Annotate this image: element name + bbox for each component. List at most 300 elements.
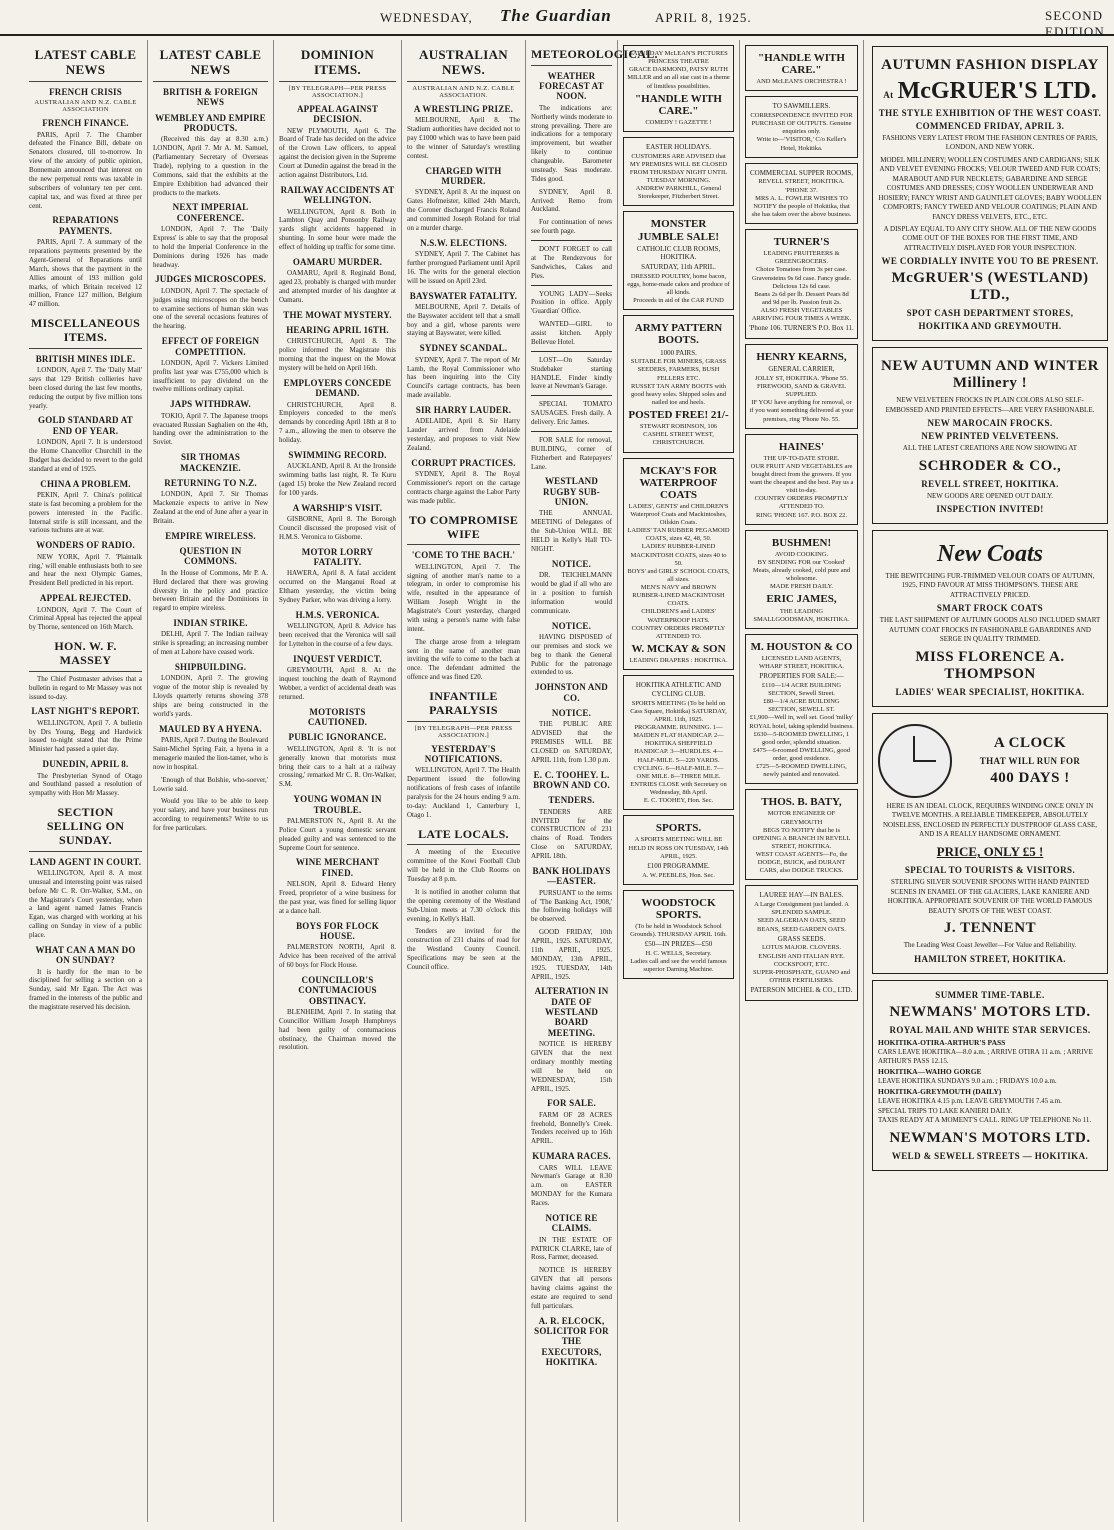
notice-signature: JOHNSTON AND CO. xyxy=(535,682,608,703)
article-headline: CORRUPT PRACTICES. xyxy=(411,457,516,468)
ad-date: COMMENCED FRIDAY, APRIL 3. xyxy=(915,121,1065,131)
supper-rooms-ad xyxy=(745,163,858,224)
section-heading: INFANTILE PARALYSIS xyxy=(407,690,520,722)
ad-heading: EASTER HOLIDAYS. xyxy=(645,142,712,151)
ad-body: BOYS' and GIRLS' SCHOOL COATS, all sizes. xyxy=(627,567,730,583)
ad-body: COUNTRY ORDERS PROMPTLY ATTENDED TO. xyxy=(631,624,726,640)
ad-invitation: INSPECTION INVITED! xyxy=(936,504,1044,514)
column-display-advertisements xyxy=(866,40,1114,1522)
ad-heading: MCKAY'S FOR WATERPROOF COATS xyxy=(639,464,718,501)
property-listing: £725—5-ROOMED DWELLING, newly painted and renovated. xyxy=(756,763,847,779)
ad-signature: LADIES' WEAR SPECIALIST, HOKITIKA. xyxy=(895,686,1085,697)
route-times: LEAVE HOKITIKA SUNDAYS 9.0 a.m. ; FRIDAYS 10.0 a.m. xyxy=(878,1077,1057,1086)
ad-heading: NEW AUTUMN AND WINTER Millinery ! xyxy=(881,358,1099,392)
ad-heading: TO SAWMILLERS. xyxy=(772,102,831,111)
article-body: HAWERA, April 8. A fatal accident occurred on the Manganui Road at Eltham yesterday, the victim being Sydney Parker, who was driving a lorry. xyxy=(279,569,396,605)
ad-body: ALL THE LATEST CREATIONS ARE NOW SHOWING AT xyxy=(902,444,1078,453)
ad-body: SUPER-PHOSPHATE, GUANO and OTHER FERTILISERS. xyxy=(753,968,850,984)
ad-heading: New Coats xyxy=(936,541,1043,567)
notice-heading: TENDERS. xyxy=(548,795,595,806)
classified-ad: DR. TEICHELMANN would be glad if all who are in a position to furnish information would communicate. xyxy=(531,571,612,615)
article-body: PALMERSTON N., April 8. At the Police Court a young domestic servant pleaded guilty and was sentenced to the Supreme Court for sentence. xyxy=(279,816,396,852)
ad-body: COUNTRY ORDERS PROMPTLY ATTENDED TO. xyxy=(754,495,849,511)
ad-subheading: MOTOR ENGINEER OF GREYMOUTH xyxy=(767,810,836,826)
ad-subheading: THE STYLE EXHIBITION OF THE WEST COAST. xyxy=(878,108,1102,118)
section-heading: HON. W. F. MASSEY xyxy=(29,640,142,672)
ad-body: LOTUS MAJOR. CLOVERS. ENGLISH AND ITALIAN RYE. COCKSFOOT, ETC. xyxy=(758,944,845,968)
article-headline: MOTORISTS CAUTIONED. xyxy=(307,706,368,728)
ad-heading: MONSTER JUMBLE SALE! xyxy=(638,218,719,243)
article-body: The Presbyterian Synod of Otago and Southland passed a resolution of sympathy with Hon Mr Massey. xyxy=(29,771,142,798)
ad-body: BY SENDING FOR our 'Cooked' Meats, already cooked, cold pure and wholesome. xyxy=(752,558,851,583)
classified-ad: WANTED—GIRL to assist kitchen. Apply Bellevue Hotel. xyxy=(531,320,612,346)
ad-subheading: SPECIAL TO TOURISTS & VISITORS. xyxy=(904,865,1076,876)
article-headline: PUBLIC IGNORANCE. xyxy=(288,732,387,743)
ad-brand: McGRUER'S LTD. xyxy=(897,78,1097,104)
ad-brand: W. MCKAY & SON xyxy=(631,642,726,655)
article-headline: APPEAL REJECTED. xyxy=(39,593,132,604)
mcgruers-fashion-ad xyxy=(872,46,1108,341)
article-body: The charge arose from a telegram sent in the name of another man inviting the wife to come to the bach at once. The defendant admitted the offence and was fined £20. xyxy=(407,637,520,682)
ad-signature: A. W. PEEBLES, Hon. Sec. xyxy=(642,871,715,879)
ad-body: STERLING SILVER SOUVENIR SPOONS WITH HAND PAINTED SCENES IN ENAMEL OF THE GLACIERS, LAKE KANIERE AND HOKITIKA. APPROPRIATE SOUVENIR OF THE WORLD FAMOUS BEAUTY SPOTS OF THE WEST COAST. xyxy=(887,878,1093,915)
ad-body: OUR FRUIT AND VEGETABLES are bought direct from the growers. If you want the cheapest and the best. Pay us a visit to-day. xyxy=(749,462,854,495)
ad-signature: HOKITIKA AND GREYMOUTH. xyxy=(918,321,1062,332)
ad-price: POSTED FREE! 21/- xyxy=(628,409,729,422)
section-heading: MISCELLANEOUS ITEMS. xyxy=(29,317,142,349)
article-body: WELLINGTON, April 7. The Health Department issued the following notifications of fresh cases of infantile paralysis for the 24 hours ending 9 a.m. to-day: Auckland 1, Canterbury 1, Otago 1. xyxy=(407,766,520,819)
ad-body: (To be held in Woodstock School Grounds). THURSDAY APRIL 16th. xyxy=(630,922,727,938)
article-body: TOKIO, April 7. The Japanese troops evacuated Russian Saghalien on the 4th, handing over the administration to the Soviet. xyxy=(153,411,268,447)
ad-heading: WOODSTOCK SPORTS. xyxy=(641,896,716,921)
article-headline: CHARGED WITH MURDER. xyxy=(425,165,502,186)
classified-ad: THE ANNUAL MEETING of Delegates of the Sub-Union WILL BE HELD in Kelly's Hall TO-NIGHT. xyxy=(531,509,612,553)
ad-heading: BUSHMEN! xyxy=(771,536,832,549)
ad-body: THE BEWITCHING FUR-TRIMMED VELOUR COATS OF AUTUMN, 1925, FIND FAVOUR AT MISS THOMPSON'S. THESE ARE ATTRACTIVELY PRICED. xyxy=(885,572,1095,599)
article-headline: DUNEDIN, APRIL 8. xyxy=(42,759,129,770)
ad-signature: LEADING DRAPERS : HOKITIKA. xyxy=(629,657,728,665)
theatre-ad xyxy=(623,45,734,132)
article-headline: COUNCILLOR'S CONTUMACIOUS OBSTINACY. xyxy=(298,974,377,1006)
article-body: GREYMOUTH, April 8. At the inquest touching the death of Raymond Webber, a verdict of accidental death was returned. xyxy=(279,666,396,701)
article-body: In the House of Commons, Mr P. A. Hurd declared that there was growing diversity in the policy and practice between Britain and the Dominions in regard to empire wireless. xyxy=(153,568,268,613)
article-body: MELBOURNE, April 8. The Stadium authorities have decided not to pay £1000 which was to have been paid to the winner of Saturday's wrestling contest. xyxy=(407,116,520,160)
ad-signature: SPOT CASH DEPARTMENT STORES, xyxy=(906,308,1074,319)
notice-signature: E. C. TOOHEY. L. BROWN AND CO. xyxy=(533,769,610,791)
thompson-coats-ad xyxy=(872,530,1108,707)
ad-body: Beans 2s 6d per lb. Dessert Pears 8d and 9d per lb. Passion fruit 2s. xyxy=(754,290,849,306)
ad-subheading: GENERAL CARRIER, xyxy=(768,365,835,374)
ad-at: At xyxy=(883,90,894,100)
ad-address: HAMILTON STREET, HOKITIKA. xyxy=(914,953,1066,964)
classified-ad: DON'T FORGET to call at The Rendezvous for Sandwiches, Cakes and Pies. xyxy=(531,245,612,280)
ad-body: PROGRAMME. RUNNING. 1—MAIDEN FLAT HANDICAP. 2—HOKITIKA SHEFFIELD HANDICAP. 3—HURDLES. 4—HALF-MILE. 5—220 YARDS. CYCLING. 6—HALF-MILE. 7—ONE MILE. 8—THREE MILE. xyxy=(633,724,724,780)
article-body: BLENHEIM, April 7. In stating that Councillor William Joseph Humphreys had been guilty of contumacious obstinacy, the Chairman moved the resolution. xyxy=(279,1007,396,1052)
article-headline: WEMBLEY AND EMPIRE PRODUCTS. xyxy=(155,112,266,133)
ad-body: SEED ALGERIAN OATS, SEED BEANS, SEED GARDEN OATS. xyxy=(756,917,847,933)
article-body: WELLINGTON, April 7. The signing of another man's name to a telegram, in order to compromise his wife, resulted in the appearance of William Joseph Wright in the Magistrate's Court yesterday, charged with using a person's name with false intent. xyxy=(407,562,520,633)
ad-address: WHARF STREET, HOKITIKA. xyxy=(758,663,845,670)
ad-body: BEGS TO NOTIFY that he is OPENING A BRANCH IN REVELL STREET, HOKITIKA. xyxy=(752,826,851,850)
ad-heading: AUTUMN FASHION DISPLAY xyxy=(881,57,1099,73)
article-body: NELSON, April 8. Edward Henry Freed, proprietor of a wine business for the past year, was fined for selling liquor at a dance hall. xyxy=(279,880,396,915)
article-body: LONDON, April 7. The 'Daily Mail' says that 129 British collieries have been closed during the last few months, reducing the output by five million tons yearly. xyxy=(29,366,142,410)
ad-subheading: SMART FROCK COATS xyxy=(936,603,1044,614)
ad-venue: CATHOLIC CLUB ROOMS, HOKITIKA. xyxy=(636,244,721,262)
article-body: ADELAIDE, April 8. Sir Harry Lauder arrived from Adelaide yesterday, and proposes to visit New Zealand. xyxy=(407,417,520,453)
article-body: (Received this day at 8.30 a.m.) LONDON, April 7. Mr A. M. Samuel, (Parliamentary Secretary of Overseas Trade), replying to a question in the Commons, said that the exhibits at the Empire Exhibition had advanced their products to the markets. xyxy=(153,135,268,197)
theatre-cast: GRACE DARMOND, PATSY RUTH MILLER and an all star cast in a theme of limitless possibilities. xyxy=(627,66,730,90)
article-body: WELLINGTON, April 8. Both in Lambton Quay and Ponsonby Railway yards slight accidents happened in shunting. In some hour were made the effect of holding up traffic for some time. xyxy=(279,207,396,251)
ad-date: SATURDAY, 11th APRIL. xyxy=(641,263,716,272)
ad-subheading: 1000 PAIRS. xyxy=(660,348,697,357)
ad-heading: LAUREE HAY—IN BALES. xyxy=(759,891,844,900)
masthead-title: The Guardian xyxy=(500,6,612,25)
ad-body: NEW VELVETEEN FROCKS IN PLAIN COLORS ALSO SELF-EMBOSSED AND PRINTED EFFECTS—ARE VERY FASHIONABLE. xyxy=(885,396,1095,414)
article-body: LONDON, April 7. The Court of Criminal Appeal has rejected the appeal by Thorne, sentenced on 16th March. xyxy=(29,605,142,632)
article-body: LONDON, April 7. Vickers Limited profits last year was £755,000 which is insufficient to pay dividend on the twelve millions ordinary capital. xyxy=(153,358,268,394)
clock-illustration-icon xyxy=(878,724,952,798)
article-headline: INQUEST VERDICT. xyxy=(293,653,382,664)
article-body: SYDNEY, April 8. The Royal Commissioner's report on the cartage contracts charge against the Labor Party was made public. xyxy=(407,470,520,505)
article-body: NEW YORK, April 7. 'Plaintalk ring,' will enable enthusiasts both to see and hear the next Olympic Games, President Bell predicted in his report. xyxy=(29,552,142,588)
property-listing: £630—5-ROOMED DWELLING, 1 good order, splendid situation. xyxy=(753,730,850,746)
jumble-sale-ad xyxy=(623,211,734,310)
ad-brand: SCHRODER & CO., xyxy=(918,457,1062,474)
ad-signature: Write to—'VISITOR,' C/o Keller's Hotel, Hokitika. xyxy=(756,136,847,152)
article-body: GISBORNE, April 8. The Borough Council discussed the proposed visit of H.M.S. Veronica to Gisborne. xyxy=(279,515,396,541)
ad-address: WELD & SEWELL STREETS — HOKITIKA. xyxy=(891,1150,1089,1161)
notice-heading: BANK HOLIDAYS—EASTER. xyxy=(532,865,611,887)
section-heading: AUSTRALIAN NEWS. xyxy=(407,48,520,82)
classified-ad: LOST—On Saturday Studebaker starting HANDLE. Finder kindly leave at Newman's Garage. xyxy=(531,355,612,391)
column-meteorological-notices xyxy=(526,40,658,1522)
article-body: PARIS, April 7. The Chamber defeated the Finance Bill, debate on Senators closured, till to-morrow. In view of the anxiety of public opinion, Bonnemain announced that interest on the new perpetual rents was taxable in subscribers of voluntary ten per cent. capital tax, and was fixed at three per cent. xyxy=(29,130,142,210)
ad-subheading: LEADING FRUITERERS & GREENGROCERS. xyxy=(763,250,840,266)
article-headline: BOYS FOR FLOCK HOUSE. xyxy=(296,920,379,941)
article-headline: LAND AGENT IN COURT. xyxy=(29,856,142,867)
ad-body: LADIES', GENTS' and CHILDREN'S Waterproof Coats and Mackintoshes, Oilskin Coats. xyxy=(628,502,729,527)
ad-signature: RING 'PHONE 167. P.O. BOX 22. xyxy=(756,511,847,519)
ad-brand: PATERSON MICHEL & CO., LTD. xyxy=(750,986,853,995)
article-headline: BAYSWATER FATALITY. xyxy=(409,290,518,301)
article-body: The Chief Postmaster advises that a bulletin in regard to Mr Massey was not issued to-day. xyxy=(29,674,142,701)
ad-body: A DISPLAY EQUAL TO ANY CITY SHOW. ALL OF THE NEW GOODS COME OUT OF THE BOXES FOR THE FIRST TIME, AND ATTRACTIVELY DISPLAYED FOR YOUR INSPECTION. xyxy=(883,224,1097,252)
classified-ad: SPECIAL TOMATO SAUSAGES. Fresh daily. A delivery. Eric James. xyxy=(531,400,612,427)
article-body: PARIS, April 7. A summary of the reparations payments presented by the Agent-General of Reparations until March, shows that the payment in the Allies amount of 193 million gold marks, of which Britain received 12 million, France 127 million, Belgium 47 million. xyxy=(29,238,142,309)
ad-body: A SPORTS MEETING WILL BE HELD IN ROSS ON TUESDAY, 14th APRIL, 1925. xyxy=(628,836,729,860)
ad-body: FIREWOOD, SAND & GRAVEL SUPPLIED. xyxy=(756,383,847,399)
ad-signature: E. C. TOOHEY, Hon. Sec. xyxy=(643,797,714,805)
ad-body: MADE FRESH DAILY. xyxy=(770,583,833,591)
article-headline: HEARING APRIL 16TH. xyxy=(286,325,389,336)
masthead xyxy=(0,0,1114,39)
notice-heading: NOTICE. xyxy=(551,620,592,631)
article-headline: INDIAN STRIKE. xyxy=(173,618,248,629)
notice-heading: NOTICE. xyxy=(551,558,592,569)
ad-body: The Leading West Coast Jeweller—For Value and Reliability. xyxy=(903,941,1077,950)
ad-signature: McGRUER'S (WESTLAND) LTD., xyxy=(891,270,1089,304)
article-headline: SIR HARRY LAUDER. xyxy=(415,405,512,416)
article-headline: JAPS WITHDRAW. xyxy=(170,399,251,410)
column-british-foreign-news xyxy=(148,40,274,1522)
article-body: SYDNEY, April 8. Arrived: Remo from Auckland. xyxy=(531,187,612,214)
ad-signature: H. C. WELLS, Secretary. xyxy=(645,949,712,957)
ad-body: CHILDREN'S and LADIES' WATERPROOF HATS. xyxy=(641,608,716,624)
section-heading: LATEST CABLE NEWS xyxy=(153,48,268,82)
film-extras: AND McLEAN'S ORCHESTRA ! xyxy=(756,78,847,86)
article-headline: BRITISH MINES IDLE. xyxy=(35,353,136,364)
houston-land-agents-ad xyxy=(745,634,858,785)
ad-body: PROPERTIES FOR SALE:— xyxy=(759,672,844,681)
article-body: 'Enough of that Bolshie, who-soever,' Lowrie said. xyxy=(153,775,268,793)
article-body: DELHI, April 7. The Indian railway strike is spreading; an increasing number of men at Lahore have ceased work. xyxy=(153,630,268,657)
notice-heading: FOR SALE. xyxy=(547,1098,596,1109)
property-listing: £110—1/4 ACRE BUILDING SECTION, Sewell Street. xyxy=(761,681,842,697)
ad-body: RUSSET TAN ARMY BOOTS with good heavy soles. Shipped soles and nailed toe and heels. xyxy=(630,382,727,406)
property-listing: £475—6-roomed DWELLING, good order, good residence. xyxy=(753,746,850,762)
baty-motor-ad xyxy=(745,789,858,880)
ad-heading: M. HOUSTON & CO xyxy=(750,640,853,653)
ad-body: SUITABLE FOR MINERS, GRASS SEEDERS, FARMERS, BUSH FELLERS ETC. xyxy=(630,358,727,382)
ad-body: Ladies call and see the world famous superior Darning Machine. xyxy=(630,957,727,974)
ad-subheading: AVOID COOKING. xyxy=(774,550,829,558)
article-headline: MAULED BY A HYENA. xyxy=(159,723,262,734)
ad-body: CUSTOMERS ARE ADVISED that MY PREMISES WILL BE CLOSED FROM THURSDAY NIGHT UNTIL TUESDAY MORNING. xyxy=(629,152,728,185)
ad-subheading: LICENSED LAND AGENTS, xyxy=(761,654,842,662)
notice-heading: WESTLAND RUGBY SUB-UNION. xyxy=(543,476,600,508)
ad-heading: SPORTS. xyxy=(655,822,702,835)
army-boots-ad xyxy=(623,315,734,452)
ad-prize: £50—IN PRIZES—£50 xyxy=(644,940,713,949)
ad-heading: HENRY KEARNS, xyxy=(756,351,847,364)
notice-heading: NOTICE RE CLAIMS. xyxy=(545,1212,598,1234)
film-extras: COMEDY ! GAZETTE ! xyxy=(645,118,712,126)
ad-subheading: ROYAL MAIL AND WHITE STAR SERVICES. xyxy=(889,1024,1091,1035)
ad-subheading: GRASS SEEDS. xyxy=(777,934,826,943)
column-latest-cable-news xyxy=(24,40,148,1522)
classified-ad: GOOD FRIDAY, 10th APRIL, 1925. SATURDAY, 11th APRIL, 1925. MONDAY, 13th APRIL, 1925. TUESDAY, 14th APRIL, 1925. xyxy=(531,928,612,981)
news-association: [BY TELEGRAPH—PER PRESS ASSOCIATION.] xyxy=(288,84,387,99)
article-headline: 'COME TO THE BACH.' xyxy=(411,550,516,561)
newmans-motors-ad xyxy=(872,980,1108,1171)
athletic-club-ad xyxy=(623,675,734,810)
ad-heading: A CLOCK xyxy=(993,734,1067,751)
article-body: PARIS, April 7. During the Boulevard Saint-Michel Spring Fair, a hyena in a menagerie mauled the lion-tamer, who is now in hospital. xyxy=(153,736,268,771)
theatre-header: SATURDAY McLEAN'S PICTURES PRINCESS THEATRE xyxy=(629,50,728,66)
ad-heading: ARMY PATTERN BOOTS. xyxy=(634,322,723,347)
ad-heading: THOS. B. BATY, xyxy=(761,796,842,809)
ad-body: MEN'S NAVY and BROWN RUBBER-LINED MACKINTOSH COATS. xyxy=(632,584,725,608)
bushmen-ad xyxy=(745,530,858,629)
ad-body: LADIES' RUBBER-LINED MACKINTOSH COATS, sizes 40 to 50. xyxy=(630,543,727,567)
ad-subheading: THAT WILL RUN FOR xyxy=(979,755,1081,766)
ad-heading: 400 DAYS ! xyxy=(990,769,1070,786)
article-headline: FRENCH FINANCE. xyxy=(42,118,129,129)
section-heading: SECTION SELLING ON SUNDAY. xyxy=(29,806,142,851)
article-headline: YESTERDAY'S NOTIFICATIONS. xyxy=(424,743,503,764)
article-headline: SWIMMING RECORD. xyxy=(288,449,387,460)
article-body: WELLINGTON, April 8. Advice has been received that the Veronica will sail for Lyttelton in the course of a few days. xyxy=(279,622,396,649)
article-headline: EMPLOYERS CONCEDE DEMAND. xyxy=(283,377,392,399)
ad-heading: SUMMER TIME-TABLE. xyxy=(935,989,1045,1000)
section-heading: LATEST CABLE NEWS xyxy=(29,48,142,82)
article-body: SYDNEY, April 7. The report of Mr Lamb, the Royal Commissioner who has been inquiring into the City Council's cartage contracts, has been made available. xyxy=(407,355,520,400)
article-headline: REPARATIONS PAYMENTS. xyxy=(52,215,119,236)
route-special: SPECIAL TRIPS TO LAKE KANIERI DAILY. xyxy=(878,1106,1013,1115)
article-headline: EFFECT OF FOREIGN COMPETITION. xyxy=(161,336,260,357)
classified-ad: NOTICE IS HEREBY GIVEN that the next ordinary monthly meeting will be held on WEDNESDAY, 15th APRIL, 1925. xyxy=(531,1040,612,1093)
ad-body: ENTRIES CLOSE with Secretary on Wednesday, 8th April. xyxy=(630,780,727,797)
ad-body: Choice Tomatoes from 3s per case. Gravensteins 9s 6d case. Fancy grade. Delicious 12s 6d case. xyxy=(751,266,852,290)
notice-heading: ALTERATION IN DATE OF WESTLAND BOARD MEETING. xyxy=(534,986,609,1038)
article-body: WELLINGTON, April 7. A bulletin by Drs Young, Begg and Hardwick issued to-night stated that the Prime Minister had passed a quiet day. xyxy=(29,718,142,754)
article-headline: EMPIRE WIRELESS. xyxy=(165,530,256,541)
route-times: CARS LEAVE HOKITIKA—8.0 a.m. ; ARRIVE OTIRA 11 a.m. ; ARRIVE ARTHUR'S PASS 12.15. xyxy=(878,1048,1093,1066)
article-body: Would you like to be able to keep your salary, and have your business run according to requirements? Write to us for free particulars. xyxy=(153,797,268,833)
ad-body: MRS A. L. FOWLER WISHES TO NOTIFY the people of Hokitika, that she has taken over the above business. xyxy=(751,194,852,218)
article-body: SYDNEY, April 8. At the inquest on Gates Hofmeister, killed 24th March, the Coroner discharged Francis Roland and committed Joseph Roland for trial on a murder charge. xyxy=(407,188,520,232)
article-body: PEKIN, April 7. China's political state is fast becoming a problem for the powers interested in the Pacific. Internal strife is still incessant, and the various tuchuns are at war. xyxy=(29,490,142,535)
kearns-carrier-ad xyxy=(745,344,858,429)
section-heading: DOMINION ITEMS. xyxy=(279,48,396,82)
article-body: LONDON, April 7. It is understood the Home Chancellor Churchill in the Budget has decided to revert to the gold standard at end of 1925. xyxy=(29,438,142,473)
route-name: HOKITIKA-OTIRA-ARTHUR'S PASS xyxy=(878,1037,1006,1047)
route-times: LEAVE HOKITIKA 4.15 p.m. LEAVE GREYMOUTH 7.45 a.m. xyxy=(878,1097,1062,1106)
news-association: AUSTRALIAN AND N.Z. CABLE ASSOCIATION xyxy=(34,99,137,114)
ad-brand: ERIC JAMES, xyxy=(766,593,837,606)
article-headline: SIR THOMAS MACKENZIE. xyxy=(180,452,241,473)
ad-body: A Large Consignment just landed. A SPLENDID SAMPLE. xyxy=(754,901,849,917)
schroder-millinery-ad xyxy=(872,347,1108,524)
article-body: CHRISTCHURCH, April 8. Employers conceded to the men's demands by conceding April 18th at 8 to 7 a.m., allowing the men to observe the holiday. xyxy=(279,400,396,445)
classified-ad: IN THE ESTATE OF PATRICK CLARKE, late of Ross, Farmer, deceased. xyxy=(531,1235,612,1262)
ad-body: HERE IS AN IDEAL CLOCK, REQUIRES WINDING ONCE ONLY IN TWELVE MONTHS. A RELIABLE TIMEKEEPER, ABSOLUTELY NOISELESS, ENCLOSED IN PERFECTLY DUSTPROOF GLASS CASE, AND IS A REALLY HANDSOME ORNAMENT. xyxy=(882,801,1098,838)
news-association: [BY TELEGRAPH—PER PRESS ASSOCIATION.] xyxy=(414,724,513,739)
article-headline: LAST NIGHT'S REPORT. xyxy=(31,706,140,717)
route-name: HOKITIKA—WAIHO GORGE xyxy=(878,1066,982,1076)
section-subheading: BRITISH & FOREIGN NEWS xyxy=(163,86,258,108)
article-body: It is hardly for the man to be disciplined for selling a section on a Sunday, said Mr Egan. The Act was framed in the interests of the public and the magistrate reserved his decision. xyxy=(29,967,142,1012)
easter-holidays-ad xyxy=(623,137,734,207)
ad-body: NEW GOODS ARE OPENED OUT DAILY. xyxy=(926,491,1054,500)
haines-store-ad xyxy=(745,434,858,525)
article-body: OAMARU, April 8. Reginald Bond, aged 23, probably is charged with murder and attempted murder of his daughter at Oamaru. xyxy=(279,269,396,304)
article-body: It is notified in another column that the opening ceremony of the Westland Sub-Union meets at 7.30 o'clock this evening, in Kelly's Hall. xyxy=(407,887,520,923)
classified-ad: HAVING DISPOSED of our premises and stock we beg to thank the General Public for the patronage extended to us. xyxy=(531,632,612,677)
column-australian-news xyxy=(402,40,526,1522)
ad-signature: 'Phone 106. TURNER'S P.O. Box 11. xyxy=(749,324,854,333)
classified-ad: FOR SALE for removal, BUILDING, corner of Fitzherbert and Ratepayers' Lane. xyxy=(531,435,612,471)
article-headline: YOUNG WOMAN IN TROUBLE. xyxy=(293,794,382,815)
route-name: HOKITIKA-GREYMOUTH (DAILY) xyxy=(878,1086,1002,1096)
classified-ad: PURSUANT to the terms of 'The Banking Act, 1908,' the following holidays will be observed. xyxy=(531,888,612,924)
article-body: A meeting of the Executive committee of the Kowi Football Club will be held in the Club Rooms on Tuesday at 8 p.m. xyxy=(407,848,520,884)
article-headline: H.M.S. VERONICA. xyxy=(295,609,380,620)
ad-body: WEST COAST AGENTS—Fo, the DODGE, BUICK, and DURANT CARS, also DODGE TRUCKS. xyxy=(755,851,848,875)
ad-signature: STEWART ROBINSON, 106 CASHEL STREET WEST, CHRISTCHURCH. xyxy=(639,423,718,447)
ad-heading: COMMERCIAL SUPPER ROOMS, xyxy=(749,168,853,177)
tennent-clock-ad xyxy=(872,713,1108,974)
ad-heading: HOKITIKA ATHLETIC AND CYCLING CLUB. xyxy=(635,681,722,698)
article-body: LONDON, April 7. Sir Thomas Mackenzie expects to arrive in New Zealand at the end of June after a year in Britain. xyxy=(153,490,268,525)
article-body: The indications are: Northerly winds moderate to strong prevailing. There are indications for a temporary improvement, but weather likely to continue changeable. Barometer unsteady. Seas moderate. Tides good. xyxy=(531,103,612,183)
notice-heading: KUMARA RACES. xyxy=(532,1151,611,1162)
article-headline: CHINA A PROBLEM. xyxy=(40,478,131,489)
ad-body: FASHIONS VERY LATEST FROM THE FASHION CENTRES OF PARIS, LONDON, AND NEW YORK. xyxy=(882,134,1098,152)
article-body: Tenders are invited for the construction of 231 chains of road for the Westland County Council. Specifications may be seen at the Council office. xyxy=(407,927,520,971)
column-dominion-items xyxy=(274,40,402,1522)
article-headline: WONDERS OF RADIO. xyxy=(36,540,135,551)
seeds-fertiliser-ad xyxy=(745,885,858,1000)
ad-brand: MISS FLORENCE A. THOMPSON xyxy=(915,648,1065,682)
ad-body: LADIES' TAN RUBBER PEGAMOID COATS, sizes 42, 48, 50. xyxy=(627,527,730,543)
article-body: SYDNEY, April 7. The Cabinet has further prorogued Parliament until April 16. The writs for the general election will be issued on April 23rd. xyxy=(407,250,520,285)
article-headline: A WRESTLING PRIZE. xyxy=(413,103,514,114)
ad-subheading: THE UP-TO-DATE STORE. xyxy=(763,454,840,462)
ross-sports-ad xyxy=(623,815,734,884)
article-headline: THE MOWAT MYSTERY. xyxy=(283,309,392,320)
ad-address: JOLLY ST, HOKITIKA. 'Phone 55. xyxy=(754,374,849,382)
ad-body: SPORTS MEETING (To be held on Cass Square, Hokitika) SATURDAY, APRIL 11th, 1925. xyxy=(630,699,727,723)
article-headline: GOLD STANDARD AT END OF YEAR. xyxy=(38,415,133,436)
ad-body: Proceeds in aid of the CAR FUND xyxy=(633,297,724,305)
theatre-ad-continued xyxy=(745,45,858,91)
article-body: WELLINGTON, April 8. 'It is not generally known that motorists must bring their cars to a halt at a railway crossing,' remarked Mr C. R. Orr-Walker, S.M. xyxy=(279,744,396,789)
article-headline: SHIPBUILDING. xyxy=(174,662,247,673)
property-listing: £1,900—Well in, well set. Good 'milky' ROYAL hotel, taking splendid business. xyxy=(749,714,854,730)
sawmillers-ad xyxy=(745,96,858,157)
classified-ad: CARS WILL LEAVE Newman's Garage at 8.30 a.m. on EASTER MONDAY for the Kumara Races. xyxy=(531,1163,612,1208)
article-headline: RAILWAY ACCIDENTS AT WELLINGTON. xyxy=(280,184,395,206)
mckay-waterproof-ad xyxy=(623,458,734,671)
woodstock-sports-ad xyxy=(623,890,734,980)
article-body: CHRISTCHURCH, April 8. The police informed the Magistrate this morning that the inquest on the Mowat mystery will be held on April 16th. xyxy=(279,337,396,373)
article-headline: QUESTION IN COMMONS. xyxy=(179,546,242,567)
article-headline: WEATHER FORECAST AT NOON. xyxy=(539,70,604,102)
classified-ad: NOTICE IS HEREBY GIVEN that all persons having claims against the estate are required to send full particulars. xyxy=(531,1266,612,1310)
turners-ad xyxy=(745,229,858,339)
ad-heading: HAINES' xyxy=(778,440,825,453)
ad-invitation: WE CORDIALLY INVITE YOU TO BE PRESENT. xyxy=(881,256,1099,267)
ad-prize: £100 PROGRAMME. xyxy=(647,861,710,870)
section-heading: LATE LOCALS. xyxy=(407,828,520,846)
article-body: WELLINGTON, April 8. A most unusual and interesting point was raised before Mr C. R. Orr-Walker, S.M., on the Magistrate's Court yesterday, when a land agent named James Francis Egan, was charged with working at his calling on Sunday in view of a public place. xyxy=(29,868,142,940)
ad-signature: THE LEADING SMALLGOODSMAN, HOKITIKA. xyxy=(753,607,850,623)
column-advertisements-a xyxy=(618,40,740,1522)
ad-brand: NEWMANS' MOTORS LTD. xyxy=(889,1003,1091,1020)
ad-signature: ANDREW PARKHILL, General Storekeeper, Fitzherbert Street. xyxy=(635,185,722,201)
article-headline: SYDNEY SCANDAL. xyxy=(419,343,508,354)
ad-heading: TURNER'S xyxy=(773,236,830,249)
property-listing: £80—1/4 ACRE BUILDING SECTION, SEWELL ST. xyxy=(763,698,840,714)
news-association: AUSTRALIAN AND N.Z. CABLE ASSOCIATION. xyxy=(412,84,515,99)
section-heading: TO COMPROMISE WIFE xyxy=(407,514,520,546)
article-body: NEW PLYMOUTH, April 6. The Board of Trade has decided on the advice of the Crown Law officers, to appeal against the decision given in the Supreme Court at Dunedin against the bread in the action against Distributors, Ltd. xyxy=(279,126,396,179)
ad-body: NEW MAROCAIN FROCKS. xyxy=(927,418,1053,429)
ad-body: IF YOU have anything for removal, or if you want something delivered at your premises, ring 'Phone No. 55. xyxy=(749,399,854,423)
ad-body: DRESSED POULTRY, home bacon, eggs, home-made cakes and produce of all kinds. xyxy=(627,272,730,297)
classified-ad: FARM OF 28 ACRES freehold, Bonnelly's Creek. Tenders received up to 16th APRIL. xyxy=(531,1110,612,1146)
column-advertisements-b xyxy=(740,40,864,1522)
classified-ad: TENDERS ARE INVITED for the CONSTRUCTION of 231 chains of Road. Tenders Close on SATURDAY, APRIL 18th. xyxy=(531,807,612,861)
classified-ad: YOUNG LADY—Seeks Position in office. Apply 'Guardian' Office. xyxy=(531,289,612,316)
ad-body: ALSO FRESH VEGETABLES ARRIVING FOUR TIMES A WEEK. xyxy=(751,307,852,323)
article-body: PALMERSTON NORTH, April 8. Advice has been received of the arrival of 60 boys for Flock House. xyxy=(279,943,396,969)
masthead-day: WEDNESDAY, xyxy=(380,10,473,25)
article-body: LONDON, April 7. The spectacle of judges using microscopes on the bench to examine sections of human skin was one of the several occasions features of the hearing. xyxy=(153,286,268,331)
ad-body: MODEL MILLINERY; WOOLLEN COSTUMES AND CARDIGANS; SILK AND VELVET EVENING FROCKS; VELOUR TWEED AND FUR COATS; MARABOUT AND FUR NECKLETS; GABARDINE AND SERGE COSTUMES AND DRESSES; COSY WOOLLEN UNDERWEAR AND HOSIERY; FANCY WRIST AND GAUNTLET GLOVES; BABY WOOLLEN COMFORTS; FANCY TWEED AND VELOUR COATINGS; PLAIN AND FANCY DRESS VELVETS, ETC., ETC. xyxy=(878,155,1102,221)
